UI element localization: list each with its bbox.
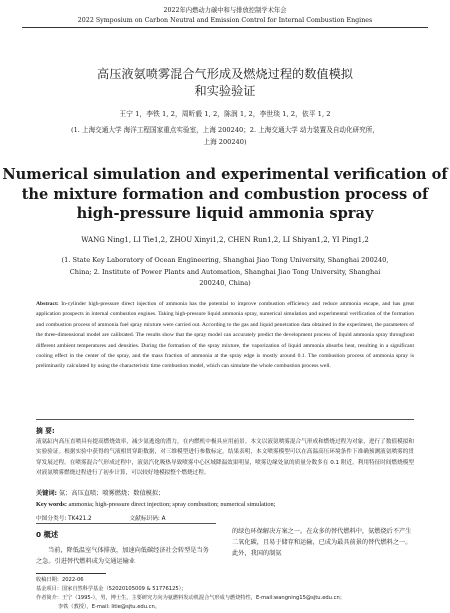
footnote-funding: 基金项目：国家自然科学基金（52020105009 & 51776125）； xyxy=(36,586,187,592)
chinese-title xyxy=(0,66,450,100)
clc-number: 中图分类号: TK421.2 xyxy=(36,516,92,522)
abstract-divider-bottom xyxy=(36,523,216,524)
footnote-divider xyxy=(36,573,106,574)
conference-header-en: 2022 Symposium on Carbon Neutral and Emission Control for Internal Combustion Engines xyxy=(77,17,373,24)
classification-line xyxy=(36,513,202,522)
abstract-text: In-cylinder high-pressure direct injection of ammonia has the potential to improve combustion efficiency and reduce ammonia escape, and has great application prospects in internal combustion engines. Taking high-pressure liquid ammonia spray, numerical simulation and experimental verification of the formation and combustion process of ammonia fuel spray mixture were carried out. According to the gas and liquid penetration data obtained in the experiment, the parameters of the three-dimensional model are calibrated. The results show that the spray model can accurately predict the development process of liquid ammonia spray throughout different ambient temperatures and densities. During the formation of the spray mixture, the vaporization of liquid ammonia absorbs heat, resulting in a significant cooling effect in the center of the spray, and the mass fraction of ammonia at the spray edge is mostly around 0.1. The combustion process of ammonia spray is preliminarily calculated by using the characteristic time combustion model, which can simulate the whole combustion process well. xyxy=(36,301,414,370)
body-left-column: 当前，降低温室气体排放，加速向低碳经济社会转型是当务之急。引进替代燃料成为交通运输业 xyxy=(36,547,209,565)
chinese-keywords-text: 氨；高压直喷；喷雾燃烧；数值模拟； xyxy=(59,490,165,497)
footnote-received: 收稿日期：2022-06 xyxy=(36,577,84,583)
english-authors: WANG Ning1, LI Tie1,2, ZHOU Xinyi1,2, CHEN Run1,2, LI Shiyan1,2, YI Ping1,2 xyxy=(81,236,369,244)
english-affiliation-line-3: 200240, China) xyxy=(199,279,251,287)
english-affiliation-line-1: (1. State Key Laboratory of Ocean Engineering, Shanghai Jiao Tong University, Shanghai 200240, xyxy=(61,256,389,264)
english-title-line-1: Numerical simulation and experimental verification of xyxy=(2,166,448,183)
english-title-line-2: the mixture formation and combustion process of xyxy=(21,185,429,203)
chinese-keywords xyxy=(36,488,414,497)
header-divider xyxy=(22,27,428,28)
english-title-line-3: high-pressure liquid ammonia spray xyxy=(76,205,374,222)
section-heading: 0 概述 xyxy=(36,530,59,539)
conference-header-cn: 2022年内燃动力碳中和与排放控制学术年会 xyxy=(163,7,287,14)
chinese-title-line-1: 高压液氨喷雾混合气形成及燃烧过程的数值模拟 xyxy=(97,67,353,81)
chinese-affiliation-line-2: 上海 200240) xyxy=(203,138,247,146)
english-keywords xyxy=(36,501,414,508)
chinese-affiliation-line-1: (1. 上海交通大学 海洋工程国家重点实验室，上海 200240；2. 上海交通大学 动力装置及自动化研究所， xyxy=(71,126,379,134)
abstract-label: Abstract: xyxy=(36,301,59,307)
abstract-divider-top xyxy=(36,419,414,420)
chinese-abstract-text: 液氨缸内高压直喷具有提高燃烧效率，减少氨逃逸的潜力，在内燃机中极具应用前景。本文以液氨喷雾混合气形成和燃烧过程为对象，进行了数值模拟和实验验证。根据实验中获得的气液相贯穿距数据，对三维模型进行参数标定。结果表明，本文喷雾模型可以在高温高压环境条件下准确预测液氨喷雾的贯穿发展过程。在喷雾混合气形成过程中，液氨汽化吸热导致喷雾中心区域降温效果明显，喷雾边缘处氨的质量分数多在 0.1 附近。利用特征时间燃烧模型对液氨喷雾燃烧过程进行了初步计算，可以较好地模拟整个燃烧过程。 xyxy=(36,439,414,476)
chinese-title-line-2: 和实验验证 xyxy=(194,84,256,98)
english-affiliation xyxy=(40,255,410,290)
footnote-corresponding: 李铁（教授），E-mail: litie@sjtu.edu.cn。 xyxy=(58,604,160,610)
english-title xyxy=(0,165,450,224)
chinese-keywords-label: 关键词: xyxy=(36,490,58,497)
english-affiliation-line-2: China; 2. Institute of Power Plants and Automation, Shanghai Jiao Tong University, Shanghai xyxy=(69,267,381,276)
chinese-affiliation xyxy=(60,124,390,148)
english-abstract xyxy=(36,299,414,372)
english-keywords-text: ammonia; high-pressure direct injection; spray combustion; numerical simulation; xyxy=(68,501,276,508)
footnote-author-info: 作者简介：王宁（1995-），男，博士生，主要研究方向为氨燃料发动机混合气形成与燃烧特性，E-mail:wangning15@sjtu.edu.cn； xyxy=(36,595,345,601)
chinese-abstract-heading: 摘 要: xyxy=(36,427,55,435)
document-code: 文献标识码: A xyxy=(129,516,166,522)
body-right-column: 的绿色环保解决方案之一。在众多的替代燃料中，氨燃烧后不产生二氧化碳，且易于储存和运输，已成为最具前景的替代燃料之一。此外，我国的制氨 xyxy=(232,528,412,557)
chinese-authors: 王宁 1，李铁 1, 2，周昕毅 1, 2，陈润 1, 2，李世琰 1, 2，依平 1, 2 xyxy=(119,110,331,118)
english-keywords-label: Key words: xyxy=(36,501,67,508)
